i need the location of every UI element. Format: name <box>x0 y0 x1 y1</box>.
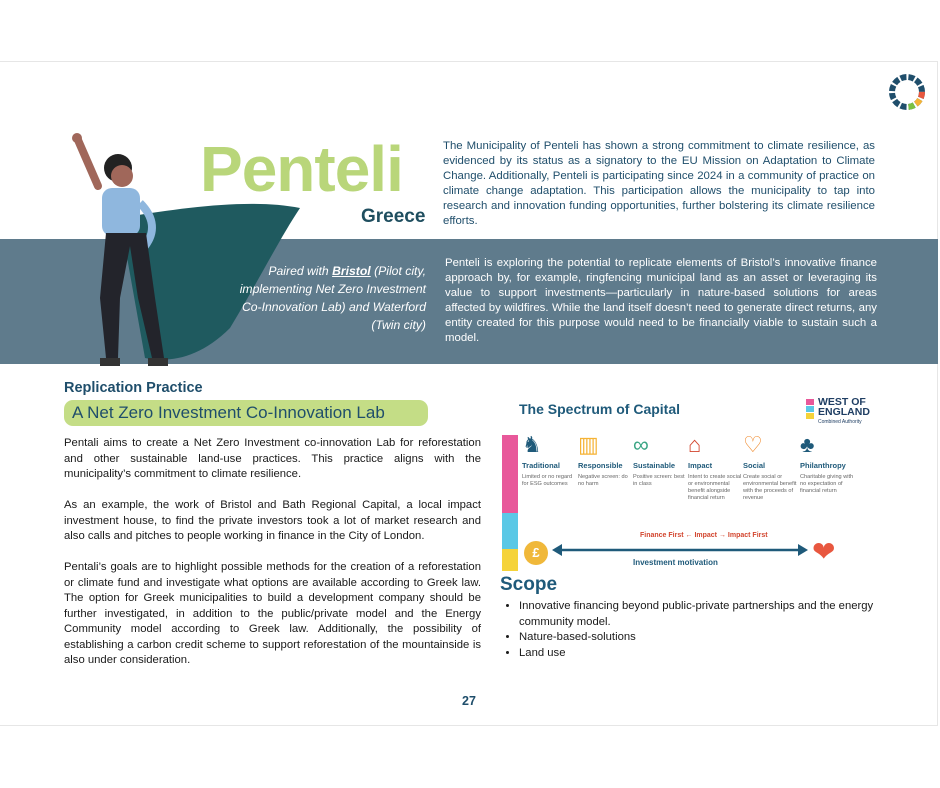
spectrum-of-capital-graphic <box>500 395 880 575</box>
factory-icon: ⌂ <box>688 432 702 457</box>
replication-body <box>64 436 481 684</box>
spectrum-column-social: ♡ Social Create social or environmental benefit with the proceeds of revenue <box>743 431 799 502</box>
replication-paragraph: As an example, the work of Bristol and Bath Regional Capital, a local impact investment house, to find the private investors took a lot of market research and also calls and pitches to people working in finance in the City of London. <box>64 499 481 542</box>
spectrum-color-bar <box>502 435 518 571</box>
house-heart-icon: ♡ <box>743 432 763 457</box>
pairing-prefix: Paired with <box>268 264 333 278</box>
scope-heading: Scope <box>500 574 558 595</box>
spectrum-column-philanthropy: ♣ Philanthropy Charitable giving with no expectation of financial return <box>800 431 856 495</box>
spectrum-title: The Spectrum of Capital <box>519 401 681 417</box>
pilot-city-link[interactable]: Bristol <box>332 264 371 278</box>
west-of-england-subtitle: Combined Authority <box>818 419 862 425</box>
replication-paragraph: Pentali’s goals are to highlight possible methods for the creation of a reforestation or climate fund and investigate what options are available according to Greek law. The option for Greek municipalities to build a development company should be further investigated, in addition to the public/private model and the Energy Community model according to Greek law. Additionally, the possibility of establishing a carbon credit scheme to support reforestation of the mountainside is also under consideration. <box>64 561 481 666</box>
tree-city-icon: ♣ <box>800 432 815 457</box>
scope-list <box>519 599 879 661</box>
list-item: • Land use <box>519 646 879 662</box>
spectrum-column-responsible: ▥ Responsible Negative screen: do no harm <box>578 431 634 488</box>
bull-bear-icon: ♞ <box>522 432 542 457</box>
coin-icon: £ <box>524 541 548 565</box>
finance-impact-caption: Finance First ← Impact → Impact First <box>640 532 768 539</box>
band-paragraph: Penteli is exploring the potential to replicate elements of Bristol’s innovative finance approach by, for example, ringfencing municipal land as an asset or leveraging its value to support investments—particularly in nature-based solutions for areas affected by wildfires. While the land itself doesn’t need to generate direct returns, any entity created for this purpose would need to be financially viable to sustain such a model. <box>445 257 877 344</box>
spectrum-column-sustainable: ∞ Sustainable Positive screen: best in class <box>633 431 689 488</box>
replication-heading: Replication Practice <box>64 380 203 396</box>
buildings-icon: ▥ <box>578 432 599 457</box>
intro-paragraph: The Municipality of Penteli has shown a strong commitment to climate resilience, as evidenced by its status as a signatory to the EU Mission on Adaptation to Climate Change. Additionally, Penteli is participating since 2024 in a community of practice on climate change adaptation. This participation allows the municipality to tap into research and innovation funding opportunities, further bolstering its climate resilience efforts. <box>443 140 875 227</box>
pairing-rest: (Pilot city, implementing Net Zero Investment Co-Innovation Lab) and Waterford (Twin city) <box>239 264 426 332</box>
hand-heart-icon: ❤ <box>812 536 836 567</box>
eu-mission-logo-icon <box>887 72 927 112</box>
west-of-england-wordmark: WEST OF ENGLAND <box>818 396 870 418</box>
list-item: • Innovative financing beyond public-private partnerships and the energy community model. <box>519 599 879 630</box>
replication-paragraph: Pentali aims to create a Net Zero Investment co-innovation Lab for reforestation and other sustainable land-use practices. This practice aligns with the municipality’s commitment to climate resilience. <box>64 437 481 480</box>
pairing-note <box>226 262 426 334</box>
infinity-icon: ∞ <box>633 432 649 457</box>
country-label: Greece <box>361 206 426 227</box>
list-item: • Nature-based-solutions <box>519 630 879 646</box>
lab-title-pill: A Net Zero Investment Co-Innovation Lab <box>64 400 428 426</box>
page-number: 27 <box>462 694 476 708</box>
spectrum-column-traditional: ♞ Traditional Limited or no regard for ESG outcomes <box>522 431 578 488</box>
spectrum-column-impact: ⌂ Impact Intent to create social or environmental benefit alongside financial return <box>688 431 744 502</box>
double-arrow-icon <box>552 543 808 557</box>
investment-motivation-label: Investment motivation <box>633 558 718 567</box>
city-title: Penteli <box>200 133 403 205</box>
